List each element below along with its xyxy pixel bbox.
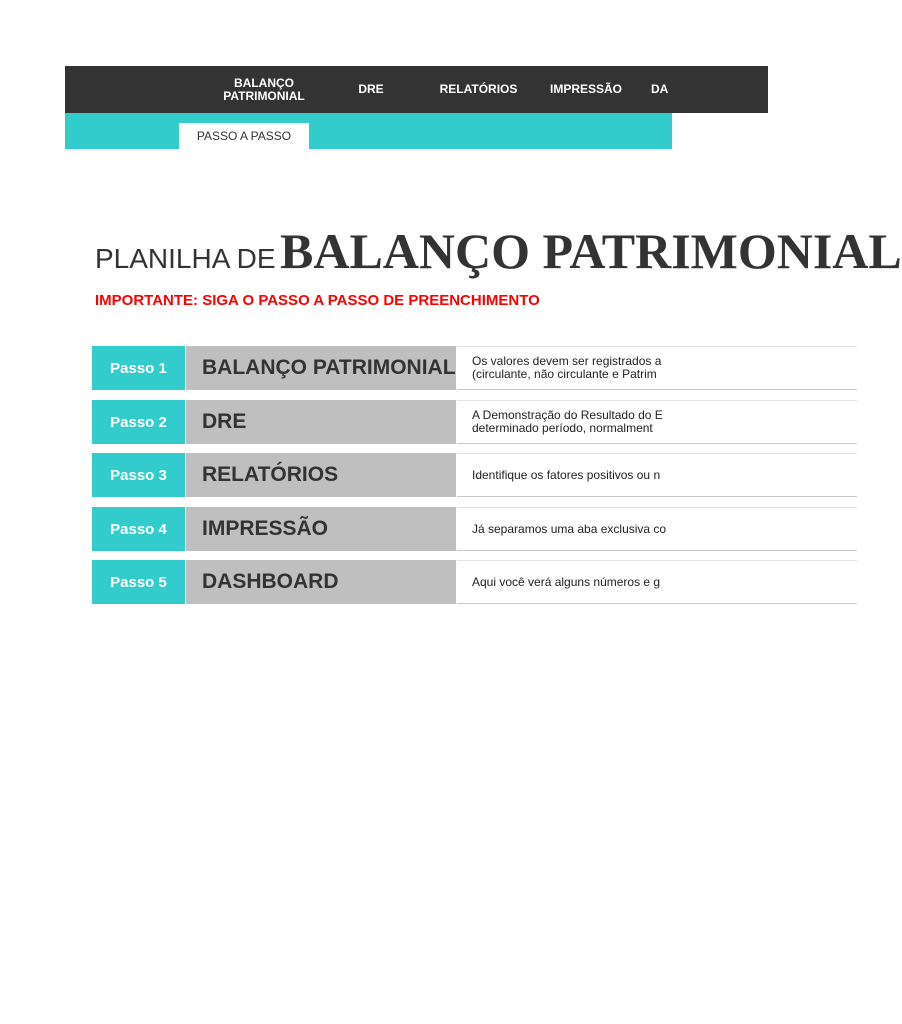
title-prefix: PLANILHA DE bbox=[95, 243, 276, 274]
step-description-line: A Demonstração do Resultado do E bbox=[472, 408, 663, 422]
tab-passo-a-passo[interactable]: PASSO A PASSO bbox=[179, 123, 309, 149]
step-number[interactable]: Passo 5 bbox=[92, 560, 185, 604]
step-title[interactable]: DASHBOARD bbox=[186, 560, 456, 604]
step-title[interactable]: RELATÓRIOS bbox=[186, 453, 456, 497]
step-description bbox=[457, 400, 857, 444]
step-description-line: Identifique os fatores positivos ou n bbox=[472, 467, 661, 482]
step-description bbox=[457, 560, 857, 604]
step-description-line: Já separamos uma aba exclusiva co bbox=[472, 521, 667, 536]
nav-dre[interactable]: DRE bbox=[358, 82, 384, 96]
step-title[interactable]: BALANÇO PATRIMONIAL bbox=[186, 346, 456, 390]
step-description-line: Os valores devem ser registrados a bbox=[472, 354, 662, 368]
step-row bbox=[92, 560, 692, 604]
nav-relatorios[interactable]: RELATÓRIOS bbox=[439, 82, 518, 96]
step-number[interactable]: Passo 4 bbox=[92, 507, 185, 551]
step-row bbox=[92, 400, 692, 444]
step-row bbox=[92, 346, 692, 390]
step-number[interactable]: Passo 1 bbox=[92, 346, 185, 390]
step-title[interactable]: DRE bbox=[186, 400, 456, 444]
nav-impressao[interactable]: IMPRESSÃO bbox=[549, 82, 622, 96]
step-description bbox=[457, 453, 857, 497]
step-description-line: (circulante, não circulante e Patrim bbox=[472, 367, 657, 381]
step-description-line: Aqui você verá alguns números e g bbox=[472, 574, 661, 589]
step-row bbox=[92, 507, 692, 551]
step-row bbox=[92, 453, 692, 497]
title-main: BALANÇO PATRIMONIAL bbox=[279, 223, 902, 279]
step-description bbox=[457, 346, 857, 390]
step-number[interactable]: Passo 3 bbox=[92, 453, 185, 497]
step-title[interactable]: IMPRESSÃO bbox=[186, 507, 456, 551]
important-notice: IMPORTANTE: SIGA O PASSO A PASSO DE PREENCHIMENTO bbox=[95, 292, 540, 309]
nav-balanco-patrimonial[interactable]: BALANÇO PATRIMONIAL bbox=[223, 75, 305, 103]
page-title bbox=[95, 222, 902, 280]
step-description-line: determinado período, normalment bbox=[472, 421, 653, 435]
nav-dashboard[interactable]: DA bbox=[651, 82, 669, 96]
step-number[interactable]: Passo 2 bbox=[92, 400, 185, 444]
step-description bbox=[457, 507, 857, 551]
